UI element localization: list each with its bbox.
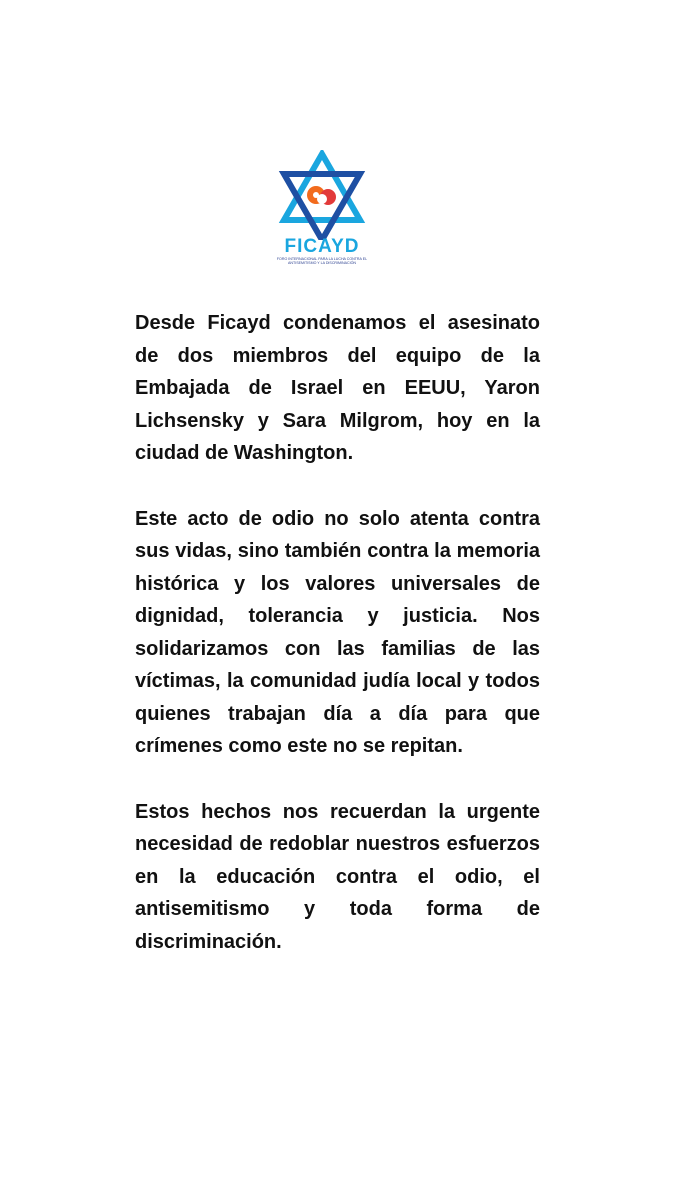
statement-text <box>135 307 540 991</box>
logo-tagline: FORO INTERNACIONAL PARA LA LUCHA CONTRA EL ANTISEMITISMO Y LA DISCRIMINACIÓN <box>276 257 368 266</box>
star-of-david-icon <box>272 150 372 240</box>
paragraph-3: Estos hechos nos recuerdan la urgente necesidad de redoblar nuestros esfuerzos en la educación contra el odio, el antisemitismo y toda forma de discriminación. <box>135 800 540 953</box>
ficayd-logo <box>272 150 372 270</box>
speech-bubbles-icon <box>307 186 336 210</box>
paragraph-1: Desde Ficayd condenamos el asesinato de dos miembros del equipo de la Embajada de Israel en EEUU, Yaron Lichsensky y Sara Milgrom, hoy en la ciudad de Washington. <box>135 312 540 464</box>
logo-name: FICAYD <box>284 236 360 257</box>
paragraph-2: Este acto de odio no solo atenta contra sus vidas, sino también contra la memoria histórica y los valores universales de dignidad, tolerancia y justicia. Nos solidarizamos con las familias de las víctimas, la comunidad judía local y todos quienes trabajan día a día para que crímenes como este no se repitan. <box>135 507 540 757</box>
